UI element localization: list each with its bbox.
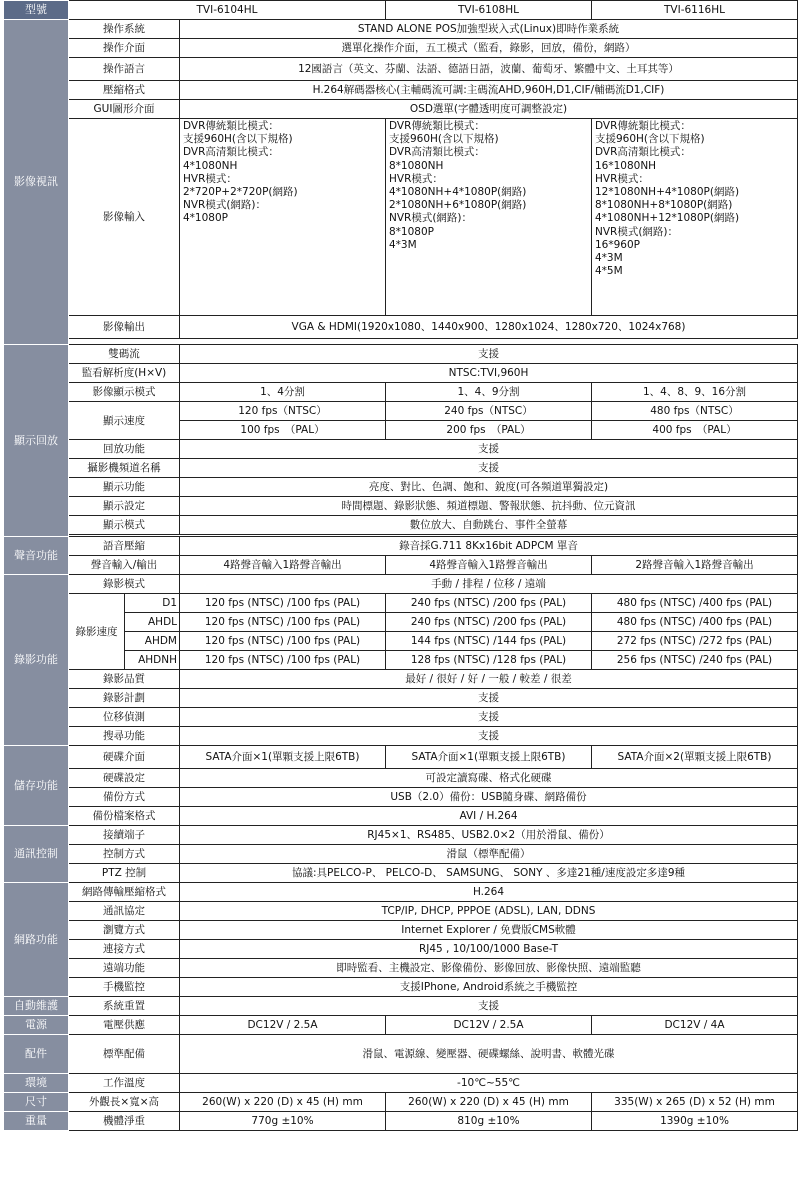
plan-value: 支援	[180, 689, 798, 708]
plan-row	[4, 689, 798, 708]
proto-value: TCP/IP, DHCP, PPPOE (ADSL), LAN, DDNS	[180, 902, 798, 921]
audio-category: 聲音功能	[4, 537, 69, 575]
spec-table	[3, 0, 798, 1131]
rec-ahdm-1: 120 fps (NTSC) /100 fps (PAL)	[180, 632, 386, 651]
mode-value-2: 1、4、9分割	[386, 383, 592, 402]
rec-ahdm-2: 144 fps (NTSC) /144 fps (PAL)	[386, 632, 592, 651]
playback-label: 回放功能	[69, 440, 180, 459]
port-label: 接續端子	[69, 826, 180, 845]
mobile-row	[4, 978, 798, 997]
func-label: 顯示功能	[69, 478, 180, 497]
speed-pal-3: 400 fps （PAL）	[592, 421, 798, 440]
hdd-row	[4, 746, 798, 769]
speed-ntsc-row	[4, 402, 798, 421]
rec-mode-label: 錄影模式	[69, 575, 180, 594]
chname-label: 攝影機頻道名稱	[69, 459, 180, 478]
env-category: 環境	[4, 1074, 69, 1093]
backup-value: USB（2.0）備份：USB隨身碟、網路備份	[180, 788, 798, 807]
power-row	[4, 1016, 798, 1035]
size-category: 尺寸	[4, 1093, 69, 1112]
port-row	[4, 826, 798, 845]
speed-pal-1: 100 fps （PAL）	[180, 421, 386, 440]
input-label: 影像輸入	[69, 119, 180, 316]
accessory-value: 滑鼠、電源線、變壓器、硬碟螺絲、說明書、軟體光碟	[180, 1035, 798, 1074]
ptz-value: 協議:具PELCO-P、 PELCO-D、 SAMSUNG、 SONY 、多達21種/速度設定多達9種	[180, 864, 798, 883]
speed-ntsc-2: 240 fps（NTSC）	[386, 402, 592, 421]
quality-row	[4, 670, 798, 689]
setting-label: 顯示設定	[69, 497, 180, 516]
rec-speed-label: 錄影速度	[69, 594, 125, 670]
remote-row	[4, 959, 798, 978]
rec-ahdl-1: 120 fps (NTSC) /100 fps (PAL)	[180, 613, 386, 632]
res-row	[4, 364, 798, 383]
chname-value: 支援	[180, 459, 798, 478]
dmode-value: 數位放大、自動跳台、事件全螢幕	[180, 516, 798, 535]
ctrl-row	[4, 845, 798, 864]
search-row	[4, 727, 798, 746]
audio-comp-row	[4, 537, 798, 556]
record-category: 錄影功能	[4, 575, 69, 746]
func-value: 亮度、對比、色調、飽和、銳度(可各頻道單獨設定)	[180, 478, 798, 497]
speed-label: 顯示速度	[69, 402, 180, 440]
comp-label: 壓縮格式	[69, 81, 180, 100]
accessory-row	[4, 1035, 798, 1074]
res-value: NTSC:TVI,960H	[180, 364, 798, 383]
ui-label: 操作介面	[69, 39, 180, 58]
audio-io-2: 4路聲音輸入1路聲音輸出	[386, 556, 592, 575]
mobile-label: 手機監控	[69, 978, 180, 997]
rec-ahdl-2: 240 fps (NTSC) /200 fps (PAL)	[386, 613, 592, 632]
mode-value-1: 1、4分割	[180, 383, 386, 402]
env-row	[4, 1074, 798, 1093]
weight-value-2: 810g ±10%	[386, 1112, 592, 1131]
mode-value-3: 1、4、8、9、16分割	[592, 383, 798, 402]
weight-label: 機體淨重	[69, 1112, 180, 1131]
storage-category: 儲存功能	[4, 746, 69, 826]
model-1: TVI-6104HL	[69, 1, 386, 20]
rec-ahdl-3: 480 fps (NTSC) /400 fps (PAL)	[592, 613, 798, 632]
maint-row	[4, 997, 798, 1016]
audio-io-row	[4, 556, 798, 575]
hdd-value-3: SATA介面×2(單顆支援上限6TB)	[592, 746, 798, 769]
browse-value: Internet Explorer / 免費版CMS軟體	[180, 921, 798, 940]
maint-label: 系統重置	[69, 997, 180, 1016]
model-header: 型號	[4, 1, 69, 20]
input-row	[4, 119, 798, 316]
output-value: VGA & HDMI(1920x1080、1440x900、1280x1024、1280x720、1024x768)	[180, 316, 798, 339]
conn-label: 連接方式	[69, 940, 180, 959]
mobile-value: 支援IPhone, Android系統之手機監控	[180, 978, 798, 997]
fmt-row	[4, 807, 798, 826]
conn-row	[4, 940, 798, 959]
rec-d1-3: 480 fps (NTSC) /400 fps (PAL)	[592, 594, 798, 613]
comp-value: H.264解碼器核心(主輔碼流可調:主碼流AHD,960H,D1,CIF/輔碼流D1,CIF)	[180, 81, 798, 100]
accessory-category: 配件	[4, 1035, 69, 1074]
ncomp-row	[4, 883, 798, 902]
speed-pal-2: 200 fps （PAL）	[386, 421, 592, 440]
ptz-row	[4, 864, 798, 883]
rec-ahdnh-1: 120 fps (NTSC) /100 fps (PAL)	[180, 651, 386, 670]
maint-value: 支援	[180, 997, 798, 1016]
speed-ntsc-1: 120 fps（NTSC）	[180, 402, 386, 421]
gui-label: GUI圖形介面	[69, 100, 180, 119]
setting-value: 時間標題、錄影狀態、頻道標題、警報狀態、抗抖動、位元資訊	[180, 497, 798, 516]
search-value: 支援	[180, 727, 798, 746]
motion-row	[4, 708, 798, 727]
rec-d1-2: 240 fps (NTSC) /200 fps (PAL)	[386, 594, 592, 613]
output-label: 影像輸出	[69, 316, 180, 339]
browse-row	[4, 921, 798, 940]
gui-row	[4, 100, 798, 119]
func-row	[4, 478, 798, 497]
model-2: TVI-6108HL	[386, 1, 592, 20]
maint-category: 自動維護	[4, 997, 69, 1016]
model-3: TVI-6116HL	[592, 1, 798, 20]
lang-label: 操作語言	[69, 58, 180, 81]
playback-row	[4, 440, 798, 459]
video-category: 影像視訊	[4, 20, 69, 345]
ui-value: 選單化操作介面，五工模式（監看，錄影，回放，備份，網路）	[180, 39, 798, 58]
speed-ntsc-3: 480 fps（NTSC）	[592, 402, 798, 421]
os-label: 操作系統	[69, 20, 180, 39]
backup-row	[4, 788, 798, 807]
power-value-1: DC12V / 2.5A	[180, 1016, 386, 1035]
remote-label: 遠端功能	[69, 959, 180, 978]
rec-ahdm-name: AHDM	[125, 632, 180, 651]
audio-comp-value: 錄音採G.711 8Kx16bit ADPCM 單音	[180, 537, 798, 556]
ui-row	[4, 39, 798, 58]
rec-ahdnh-name: AHDNH	[125, 651, 180, 670]
audio-io-3: 2路聲音輸入1路聲音輸出	[592, 556, 798, 575]
weight-row	[4, 1112, 798, 1131]
comp-row	[4, 81, 798, 100]
weight-value-1: 770g ±10%	[180, 1112, 386, 1131]
header-row	[4, 1, 798, 20]
size-label: 外觀長×寬×高	[69, 1093, 180, 1112]
power-value-3: DC12V / 4A	[592, 1016, 798, 1035]
playback-value: 支援	[180, 440, 798, 459]
input-value-1: DVR傳統類比模式： 支援960H(含以下規格) DVR高清類比模式： 4*1080NH HVR模式： 2*720P+2*720P(網路) NVR模式(網路)： 4*1080P	[180, 119, 386, 316]
power-value-2: DC12V / 2.5A	[386, 1016, 592, 1035]
audio-io-1: 4路聲音輸入1路聲音輸出	[180, 556, 386, 575]
rec-ahdl-name: AHDL	[125, 613, 180, 632]
ctrl-value: 滑鼠（標準配備）	[180, 845, 798, 864]
lang-row	[4, 58, 798, 81]
dual-label: 雙碼流	[69, 345, 180, 364]
ptz-label: PTZ 控制	[69, 864, 180, 883]
proto-row	[4, 902, 798, 921]
gui-value: OSD選單(字體透明度可調整設定)	[180, 100, 798, 119]
lang-value: 12國語言（英文、芬蘭、法語、德語日語，波蘭、葡萄牙、繁體中文、土耳其等）	[180, 58, 798, 81]
weight-value-3: 1390g ±10%	[592, 1112, 798, 1131]
audio-comp-label: 語音壓縮	[69, 537, 180, 556]
rec-mode-value: 手動 / 排程 / 位移 / 遠端	[180, 575, 798, 594]
network-category: 網路功能	[4, 883, 69, 997]
size-value-2: 260(W) x 220 (D) x 45 (H) mm	[386, 1093, 592, 1112]
size-row	[4, 1093, 798, 1112]
conn-value: RJ45 , 10/100/1000 Base-T	[180, 940, 798, 959]
dmode-row	[4, 516, 798, 535]
hddset-row	[4, 769, 798, 788]
display-category: 顯示回放	[4, 345, 69, 537]
dual-row	[4, 345, 798, 364]
accessory-label: 標準配備	[69, 1035, 180, 1074]
port-value: RJ45×1、RS485、USB2.0×2（用於滑鼠、備份）	[180, 826, 798, 845]
backup-label: 備份方式	[69, 788, 180, 807]
env-value: -10℃~55℃	[180, 1074, 798, 1093]
motion-value: 支援	[180, 708, 798, 727]
ncomp-label: 網路傳輸壓縮格式	[69, 883, 180, 902]
size-value-3: 335(W) x 265 (D) x 52 (H) mm	[592, 1093, 798, 1112]
size-value-1: 260(W) x 220 (D) x 45 (H) mm	[180, 1093, 386, 1112]
rec-d1-name: D1	[125, 594, 180, 613]
weight-category: 重量	[4, 1112, 69, 1131]
setting-row	[4, 497, 798, 516]
fmt-value: AVI / H.264	[180, 807, 798, 826]
remote-value: 即時監看、主機設定、影像備份、影像回放、影像快照、遠端監聽	[180, 959, 798, 978]
res-label: 監看解析度(H×V)	[69, 364, 180, 383]
ncomp-value: H.264	[180, 883, 798, 902]
mode-label: 影像顯示模式	[69, 383, 180, 402]
ctrl-label: 控制方式	[69, 845, 180, 864]
os-row	[4, 20, 798, 39]
quality-label: 錄影品質	[69, 670, 180, 689]
input-value-3: DVR傳統類比模式： 支援960H(含以下規格) DVR高清類比模式： 16*1080NH HVR模式： 12*1080NH+4*1080P(網路) 8*1080NH+8*1080P(網路) 4*1080NH+12*1080P(網路) NVR模式(網路)： 16*960P 4*3M 4*5M	[592, 119, 798, 316]
audio-io-label: 聲音輸入/輸出	[69, 556, 180, 575]
hddset-value: 可設定讀寫碟、格式化硬碟	[180, 769, 798, 788]
mode-row	[4, 383, 798, 402]
rec-ahdnh-3: 256 fps (NTSC) /240 fps (PAL)	[592, 651, 798, 670]
hdd-label: 硬碟介面	[69, 746, 180, 769]
env-label: 工作溫度	[69, 1074, 180, 1093]
rec-ahdm-3: 272 fps (NTSC) /272 fps (PAL)	[592, 632, 798, 651]
search-label: 搜尋功能	[69, 727, 180, 746]
rec-d1-1: 120 fps (NTSC) /100 fps (PAL)	[180, 594, 386, 613]
rec-ahdnh-2: 128 fps (NTSC) /128 fps (PAL)	[386, 651, 592, 670]
rec-d1-row	[4, 594, 798, 613]
chname-row	[4, 459, 798, 478]
quality-value: 最好 / 很好 / 好 / 一般 / 較差 / 很差	[180, 670, 798, 689]
output-row	[4, 316, 798, 339]
dmode-label: 顯示模式	[69, 516, 180, 535]
fmt-label: 備份檔案格式	[69, 807, 180, 826]
input-value-2: DVR傳統類比模式： 支援960H(含以下規格) DVR高清類比模式： 8*1080NH HVR模式： 4*1080NH+4*1080P(網路) 2*1080NH+6*1080P(網路) NVR模式(網路)： 8*1080P 4*3M	[386, 119, 592, 316]
hdd-value-2: SATA介面×1(單顆支援上限6TB)	[386, 746, 592, 769]
os-value: STAND ALONE POS加強型崁入式(Linux)即時作業系統	[180, 20, 798, 39]
browse-label: 瀏覽方式	[69, 921, 180, 940]
proto-label: 通訊協定	[69, 902, 180, 921]
power-category: 電源	[4, 1016, 69, 1035]
comm-category: 通訊控制	[4, 826, 69, 883]
hdd-value-1: SATA介面×1(單顆支援上限6TB)	[180, 746, 386, 769]
rec-mode-row	[4, 575, 798, 594]
motion-label: 位移偵測	[69, 708, 180, 727]
dual-value: 支援	[180, 345, 798, 364]
plan-label: 錄影計劃	[69, 689, 180, 708]
hddset-label: 硬碟設定	[69, 769, 180, 788]
power-label: 電壓供應	[69, 1016, 180, 1035]
